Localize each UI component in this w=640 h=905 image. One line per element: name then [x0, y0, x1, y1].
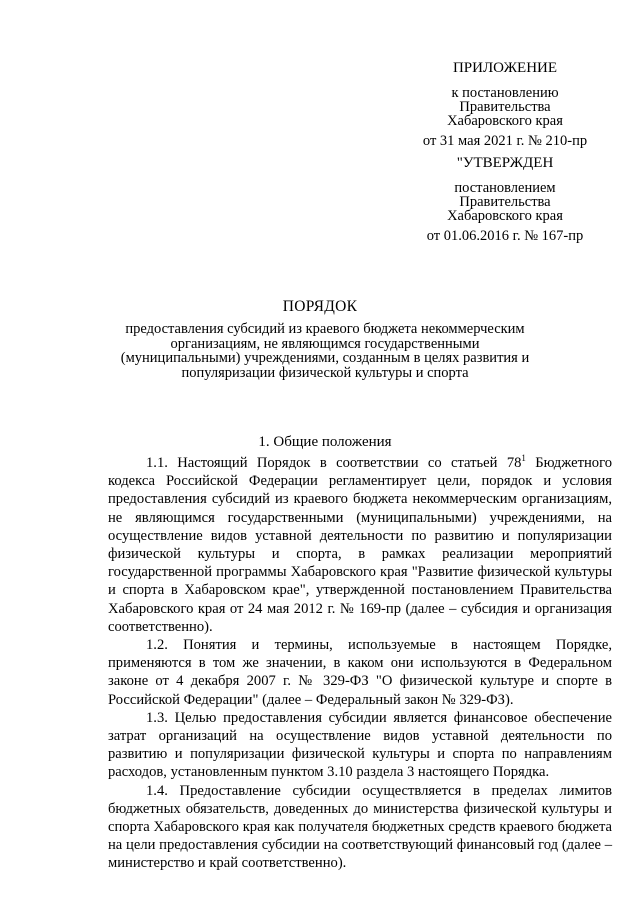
appendix-block — [405, 60, 605, 148]
paragraph-1-3: 1.3. Целью предоставления субсидии является финансовое обеспечение затрат организаций на осуществление видов уставной деятельности по развитию и популяризации физической культуры и спорта по направлениям расходов, установленным пунктом 3.10 раздела 3 настоящего Порядка. — [108, 709, 612, 781]
approval-line-2: Правительства — [459, 194, 551, 210]
approval-heading: "УТВЕРЖДЕН — [456, 155, 554, 171]
appendix-date-line: от 31 мая 2021 г. № 210-пр — [422, 133, 588, 149]
paragraph-1-1-start: 1.1. Настоящий Порядок в соответствии со статьей 78 — [146, 455, 522, 471]
approval-block — [405, 155, 605, 243]
paragraph-1-1 — [108, 454, 612, 636]
document-subtitle: предоставления субсидий из краевого бюджета некоммерческим организациям, не являющимся государственными (муниципальными) учреждениями, созданным в целях развития и популяризации физической культуры и спорта — [120, 321, 530, 381]
appendix-line-1: к постановлению — [451, 85, 559, 101]
paragraph-1-1-rest: Бюджетного кодекса Российской Федерации регламентирует цели, порядок и условия предоставления субсидий из краевого бюджета некоммерческим организациям, не являющимся государственными (муниципальными) учреждениями, на осуществление видов уставной деятельности по развитию и популяризации физической культуры и спорта, в рамках реализации мероприятий государственной программы Хабаровского края "Развитие физической культуры и спорта в Хабаровском крае", утвержденной постановлением Правительства Хабаровского края от 24 мая 2012 г. № 169-пр (далее – субсидия и организация соответственно). — [108, 455, 613, 635]
approval-date-line: от 01.06.2016 г. № 167-пр — [426, 228, 584, 244]
appendix-line-3: Хабаровского края — [447, 113, 563, 129]
section-title: 1. Общие положения — [258, 434, 392, 450]
body-text — [108, 454, 612, 873]
approval-line-1: постановлением — [454, 180, 556, 196]
paragraph-1-4: 1.4. Предоставление субсидии осуществляется в пределах лимитов бюджетных обязательств, доведенных до министерства физической культуры и спорта Хабаровского края как получателя бюджетных средств краевого бюджета на цели предоставления субсидии на соответствующий финансовый год (далее – министерство и край соответственно). — [108, 782, 612, 872]
paragraph-1-2: 1.2. Понятия и термины, используемые в настоящем Порядке, применяются в том же значении, в каком они используются в Федеральном законе от 4 декабря 2007 г. № 329-ФЗ "О физической культуре и спорте в Российской Федерации" (далее – Федеральный закон № 329-ФЗ). — [108, 637, 612, 708]
appendix-line-2: Правительства — [459, 99, 551, 115]
article-superscript: 1 — [521, 453, 526, 463]
appendix-heading: ПРИЛОЖЕНИЕ — [452, 60, 558, 76]
document-title: ПОРЯДОК — [282, 298, 358, 315]
approval-line-3: Хабаровского края — [447, 208, 563, 224]
